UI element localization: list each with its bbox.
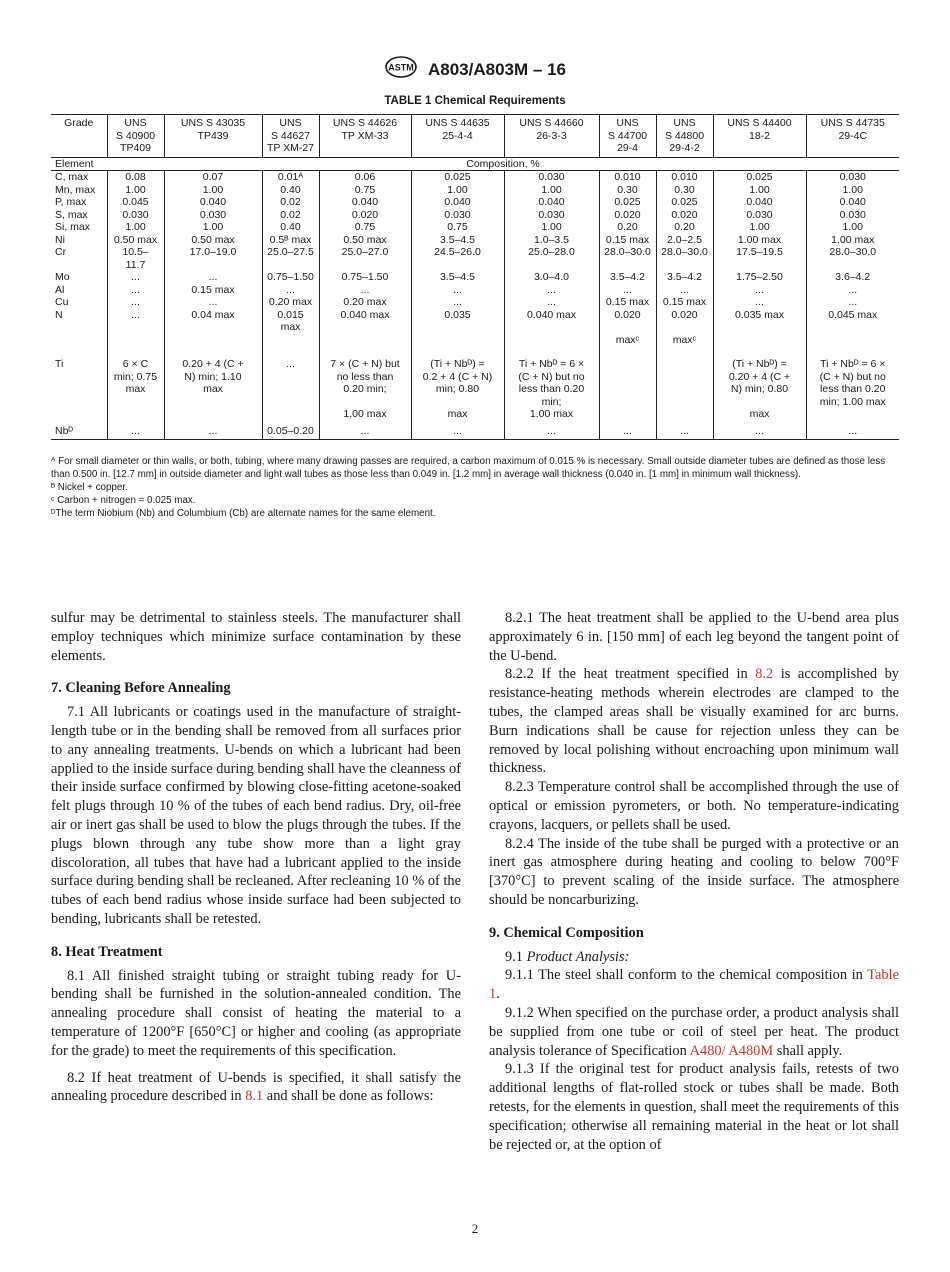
table-cell: ...	[599, 284, 656, 297]
table-cell: 0.75–1.50	[262, 271, 319, 284]
paragraph-9-1	[489, 948, 899, 967]
table-cell: 0.030	[806, 171, 899, 184]
table-cell: 1.00	[713, 221, 806, 234]
paragraph-9-1-1	[489, 966, 899, 1004]
table-cell: 0.15 max	[599, 296, 656, 309]
table-cell: ...	[411, 284, 504, 297]
table-cell: 0.030	[504, 171, 599, 184]
table-1-link[interactable]: Table 1	[489, 967, 899, 1003]
table-cell: 28.0–30.0	[806, 246, 899, 271]
table-cell: 0.040	[319, 196, 411, 209]
element-label: Mn, max	[55, 183, 96, 196]
table-cell: 0.01ᴬ	[262, 171, 319, 184]
table-cell: ...	[262, 284, 319, 297]
table-cell: 1.00	[411, 184, 504, 197]
table-cell: 0.040 max	[319, 309, 411, 347]
table-cell: 0.30	[656, 184, 713, 197]
element-label: N	[55, 308, 63, 321]
table-cell: 0.025	[411, 171, 504, 184]
table-cell: 6 × C min; 0.75 max	[107, 346, 164, 421]
element-label: Al	[55, 283, 65, 296]
table-cell: 28.0–30.0	[599, 246, 656, 271]
table-cell: 0.75	[319, 221, 411, 234]
table-cell: ...	[713, 284, 806, 297]
table-cell: 0.50 max	[107, 234, 164, 247]
section-link-8-2[interactable]: 8.2	[755, 666, 774, 683]
table-cell: 2.0–2.5	[656, 234, 713, 247]
paragraph-8-2-1: 8.2.1 The heat treatment shall be applied to the U-bend area plus approximately 6 in. [150 mm] of each leg beyond the tangent point of the U-bend.	[489, 610, 899, 664]
table-cell: 3.5–4.2	[656, 271, 713, 284]
table-cell: 0.05–0.20	[262, 421, 319, 440]
table-cell: ...	[107, 421, 164, 440]
table-cell: 0.045 max	[806, 309, 899, 347]
spec-a480-link[interactable]: A480/ A480M	[689, 1042, 774, 1059]
table-cell: 0.010	[656, 171, 713, 184]
table-cell: (Ti + Nbᴰ) = 0.2 + 4 (C + N) min; 0.80 max	[411, 346, 504, 421]
table-cell: 3.5–4.5	[411, 234, 504, 247]
grade-column-header: UNS S 44735 29-4C	[806, 115, 899, 158]
table-cell: 1.00	[713, 184, 806, 197]
table-cell: 0.75	[319, 184, 411, 197]
grade-column-header: UNS S 44700 29-4	[599, 115, 656, 158]
table-cell: ...	[164, 296, 262, 309]
table-cell: (Ti + Nbᴰ) = 0.20 + 4 (C + N) min; 0.80 max	[713, 346, 806, 421]
table-cell: Ti + Nbᴰ = 6 × (C + N) but no less than 0.20 min; 1.00 max	[806, 346, 899, 421]
table-cell: 0.030	[411, 209, 504, 222]
table-cell: 0.5ᴮ max	[262, 234, 319, 247]
table-cell: 0.040 max	[504, 309, 599, 347]
table-cell: 3.5–4.5	[411, 271, 504, 284]
table-cell: 0.50 max	[164, 234, 262, 247]
table-cell: 0.75	[411, 221, 504, 234]
table-cell: 0.025	[656, 196, 713, 209]
table-cell: ...	[504, 284, 599, 297]
table-footnote: ᶜ Carbon + nitrogen = 0.025 max.	[51, 495, 196, 506]
table-cell: 0.015 max	[262, 309, 319, 347]
grade-column-header: UNS S 44660 26-3-3	[504, 115, 599, 158]
table-cell: ...	[806, 421, 899, 440]
table-cell: ...	[411, 296, 504, 309]
table-cell: ...	[504, 296, 599, 309]
section-heading-9: 9. Chemical Composition	[489, 924, 644, 941]
table-cell: 1.00 max	[713, 234, 806, 247]
paragraph-9-1-3: 9.1.3 If the original test for product analysis fails, retests of two additional lengths of flat-rolled stock or tubes shall be made. Both retests, for the elements in question, shall meet the requirements of this specification; otherwise all remaining material in the heat or lot shall be rejected or, at the option of	[489, 1061, 899, 1153]
table-cell: 24.5–26.0	[411, 246, 504, 271]
table-cell: 1.00	[107, 184, 164, 197]
table-cell: 1.00	[164, 184, 262, 197]
table-cell: 0.040	[164, 196, 262, 209]
paragraph-9-1-2-text: 9.1.2 When specified on the purchase order, a product analysis shall be supplied from one tube or coil of steel per heat. The product analysis tolerance of Specification	[489, 1004, 899, 1059]
table-cell: 0.045	[107, 196, 164, 209]
table-cell: 0.030	[806, 209, 899, 222]
paragraph-8-2-3: 8.2.3 Temperature control shall be accomplished through the use of optical or emission pyrometers, or both. No temperature-indicating crayons, lacquers, or pellets shall be used.	[489, 779, 899, 833]
table-cell: 0.15 max	[599, 234, 656, 247]
table-cell: 0.02	[262, 209, 319, 222]
table-cell: 0.30	[599, 184, 656, 197]
table-cell: ...	[319, 421, 411, 440]
paragraph-8-2-4: 8.2.4 The inside of the tube shall be purged with a protective or an inert gas atmosphere during heating and cooling to below 700°F [370°C] to prevent scaling of the inside surface. The atmosphere should be noncarburizing.	[489, 835, 899, 908]
page-header	[0, 56, 950, 83]
table-footnote: ᴰThe term Niobium (Nb) and Columbium (Cb) are alternate names for the same element.	[51, 508, 436, 519]
table-cell: 0.020 maxᶜ	[656, 309, 713, 347]
svg-text:ASTM: ASTM	[388, 62, 414, 73]
table-footnotes	[51, 455, 899, 520]
element-label: S, max	[55, 208, 88, 221]
table-cell: 17.5–19.5	[713, 246, 806, 271]
paragraph-8-1: 8.1 All finished straight tubing or straight tubing ready for U-bending shall be furnished in the solution-annealed condition. The annealing procedure shall consist of heating the material to a temperature of 1200°F [650°C] or higher and cooling (as appropriate for the grade) to meet the requirements of this specification.	[51, 967, 461, 1059]
table-cell: 0.040	[806, 196, 899, 209]
table-cell: ...	[713, 296, 806, 309]
table-footnote: ᴮ Nickel + copper.	[51, 482, 128, 493]
astm-logo-icon	[384, 56, 418, 83]
grade-column-header: UNS S 44626 TP XM-33	[319, 115, 411, 158]
table-footnote: ᴬ For small diameter or thin walls, or both, tubing, where many drawing passes are required, a carbon maximum of 0.015 % is necessary. Small outside diameter tubes are defined as those less than 0.500 in. [12.7 mm] in outside diameter and light wall tubes as those less than 0.049 in. [1.2 mm] in average wall thickness (0.040 in. [1 mm] in minimum wall thickness).	[51, 456, 886, 480]
paragraph-9-1-1-text-end: .	[496, 986, 500, 1003]
table-cell: 0.15 max	[164, 284, 262, 297]
table-cell: ...	[164, 271, 262, 284]
table-cell: ...	[504, 421, 599, 440]
table-cell: 3.6–4.2	[806, 271, 899, 284]
table-cell: ...	[411, 421, 504, 440]
table-cell: 1.00	[806, 184, 899, 197]
table-cell: 0.025	[713, 171, 806, 184]
paragraph-9-1-number: 9.1	[505, 948, 527, 965]
table-cell: 0.030	[107, 209, 164, 222]
table-cell: 0.040	[411, 196, 504, 209]
element-label: P, max	[55, 196, 87, 208]
section-heading-8: 8. Heat Treatment	[51, 943, 163, 960]
document-designation: A803/A803M – 16	[428, 59, 566, 79]
table-cell: 0.020	[319, 209, 411, 222]
grade-column-header: UNS S 44800 29-4-2	[656, 115, 713, 158]
paragraph-8-2-2-text-end: is accomplished by resistance-heating methods wherein electrodes are clamped to the tubes, the clamped areas shall be visually examined for arc burns. Burn indications shall be cause for rejection unless they can be removed by local polishing without encroaching upon minimum wall thickness.	[489, 666, 899, 777]
table-cell	[599, 346, 656, 421]
table-cell: 28.0–30.0	[656, 246, 713, 271]
table-cell: 0.020	[656, 209, 713, 222]
element-label: Cr	[55, 246, 67, 258]
table-cell: 7 × (C + N) but no less than 0.20 min; 1.00 max	[319, 346, 411, 421]
paragraph-9-1-2	[489, 1004, 899, 1060]
table-cell: ...	[107, 271, 164, 284]
table-cell: 0.07	[164, 171, 262, 184]
paragraph-8-2-text-end: and shall be done as follows:	[263, 1088, 434, 1105]
paragraph-8-2	[51, 1069, 461, 1107]
table-cell: 0.040	[713, 196, 806, 209]
table-cell: 1.00	[504, 184, 599, 197]
table-cell: 0.025	[599, 196, 656, 209]
table-cell: 25.0–28.0	[504, 246, 599, 271]
paragraph-continuation: sulfur may be detrimental to stainless steels. The manufacturer shall employ techniques which minimize surface contamination by these elements.	[51, 610, 461, 664]
table-cell: ...	[599, 421, 656, 440]
table-cell: ...	[713, 421, 806, 440]
grade-column-header: UNS S 43035 TP439	[164, 115, 262, 158]
element-label: Ni	[55, 233, 65, 246]
table-cell: 0.035	[411, 309, 504, 347]
table-cell: 1.00 max	[806, 234, 899, 247]
element-label: Ti	[55, 358, 64, 370]
element-label: C, max	[55, 171, 89, 183]
table-cell: 0.035 max	[713, 309, 806, 347]
grade-column-header: UNS S 40900 TP409	[107, 115, 164, 158]
right-column	[489, 609, 899, 1154]
table-cell: 0.04 max	[164, 309, 262, 347]
grade-column-header: UNS S 44400 18-2	[713, 115, 806, 158]
chemical-requirements-table	[51, 114, 899, 440]
table-cell: 1.00	[806, 221, 899, 234]
table-cell: 0.20	[599, 221, 656, 234]
section-heading-7: 7. Cleaning Before Annealing	[51, 680, 231, 697]
table-cell: 1.75–2.50	[713, 271, 806, 284]
paragraph-9-1-title: Product Analysis:	[526, 948, 630, 965]
table-cell: 0.15 max	[656, 296, 713, 309]
table-cell: ...	[164, 421, 262, 440]
table-cell: 0.02	[262, 196, 319, 209]
table-cell: 0.030	[504, 209, 599, 222]
section-link-8-1[interactable]: 8.1	[245, 1088, 264, 1105]
table-cell: 0.20 + 4 (C + N) min; 1.10 max	[164, 346, 262, 421]
table-cell: 0.030	[713, 209, 806, 222]
paragraph-7-1: 7.1 All lubricants or coatings used in the manufacture of straight-length tube or in the bending shall be removed from all surfaces prior to any annealing treatments. U-bends on which a lubricant had been applied to the inside surface during bending shall have the cleanness of their inside surface confirmed by blowing close-fitting acetone-soaked felt plugs through 10 % of the tubes of each bend radius. Dry, oil-free air or inert gas shall be used to blow the plugs through the tubes. If the plugs blown through any tube show more than a light gray discoloration, all tubes that have had a lubricant applied to the inside surface during bending shall be recleaned. After recleaning 10 % of the tubes of each bend radius whose inside surface had been subjected to bending, lubricants shall be retested.	[51, 704, 461, 927]
table-cell: 0.40	[262, 221, 319, 234]
table-cell: 10.5– 11.7	[107, 246, 164, 271]
table-cell: Ti + Nbᴰ = 6 × (C + N) but no less than 0.20 min; 1.00 max	[504, 346, 599, 421]
table-cell	[656, 346, 713, 421]
table-cell: 0.030	[164, 209, 262, 222]
table-cell: 3.0–4.0	[504, 271, 599, 284]
table-cell: ...	[806, 284, 899, 297]
table-cell: 1.0–3.5	[504, 234, 599, 247]
table-cell: ...	[107, 284, 164, 297]
table-cell: 0.20	[656, 221, 713, 234]
table-cell: 25.0–27.5	[262, 246, 319, 271]
table-cell: 17.0–19.0	[164, 246, 262, 271]
table-cell: 1.00	[504, 221, 599, 234]
table-caption: TABLE 1 Chemical Requirements	[384, 95, 566, 107]
table-cell: ...	[806, 296, 899, 309]
table-cell: 0.20 max	[262, 296, 319, 309]
table-cell: 1.00	[107, 221, 164, 234]
table-cell: 0.08	[107, 171, 164, 184]
table-cell: 0.20 max	[319, 296, 411, 309]
grade-column-header: UNS S 44635 25-4-4	[411, 115, 504, 158]
composition-header: Composition, %	[107, 157, 899, 171]
table-cell: 0.06	[319, 171, 411, 184]
element-header: Element	[51, 157, 107, 171]
element-label: Cu	[55, 296, 69, 308]
table-cell: ...	[262, 346, 319, 421]
table-cell: 0.50 max	[319, 234, 411, 247]
grade-column-header: UNS S 44627 TP XM-27	[262, 115, 319, 158]
table-cell: 0.40	[262, 184, 319, 197]
grade-header: Grade	[51, 115, 107, 158]
table-cell: 0.75–1.50	[319, 271, 411, 284]
element-label: Mo	[55, 271, 70, 283]
table-cell: 0.020 maxᶜ	[599, 309, 656, 347]
element-label: Nbᴰ	[51, 421, 107, 440]
table-cell: 1.00	[164, 221, 262, 234]
paragraph-9-1-1-text: 9.1.1 The steel shall conform to the chemical composition in	[505, 967, 868, 984]
left-column	[51, 609, 461, 1106]
paragraph-8-2-2	[489, 665, 899, 778]
paragraph-8-2-2-text: 8.2.2 If the heat treatment specified in	[505, 666, 756, 683]
table-cell: ...	[319, 284, 411, 297]
table-cell: ...	[656, 284, 713, 297]
table-cell: ...	[107, 296, 164, 309]
paragraph-9-1-2-text-end: shall apply.	[773, 1042, 843, 1059]
table-cell: ...	[656, 421, 713, 440]
table-cell: 0.040	[504, 196, 599, 209]
table-cell: 25.0–27.0	[319, 246, 411, 271]
table-cell: ...	[107, 309, 164, 347]
element-label: Si, max	[55, 221, 91, 233]
table-cell: 3.5–4.2	[599, 271, 656, 284]
paragraph-8-2-text: 8.2 If heat treatment of U-bends is specified, it shall satisfy the annealing procedure described in	[51, 1069, 461, 1105]
page-number: 2	[471, 1221, 479, 1236]
table-cell: 0.010	[599, 171, 656, 184]
table-cell: 0.020	[599, 209, 656, 222]
